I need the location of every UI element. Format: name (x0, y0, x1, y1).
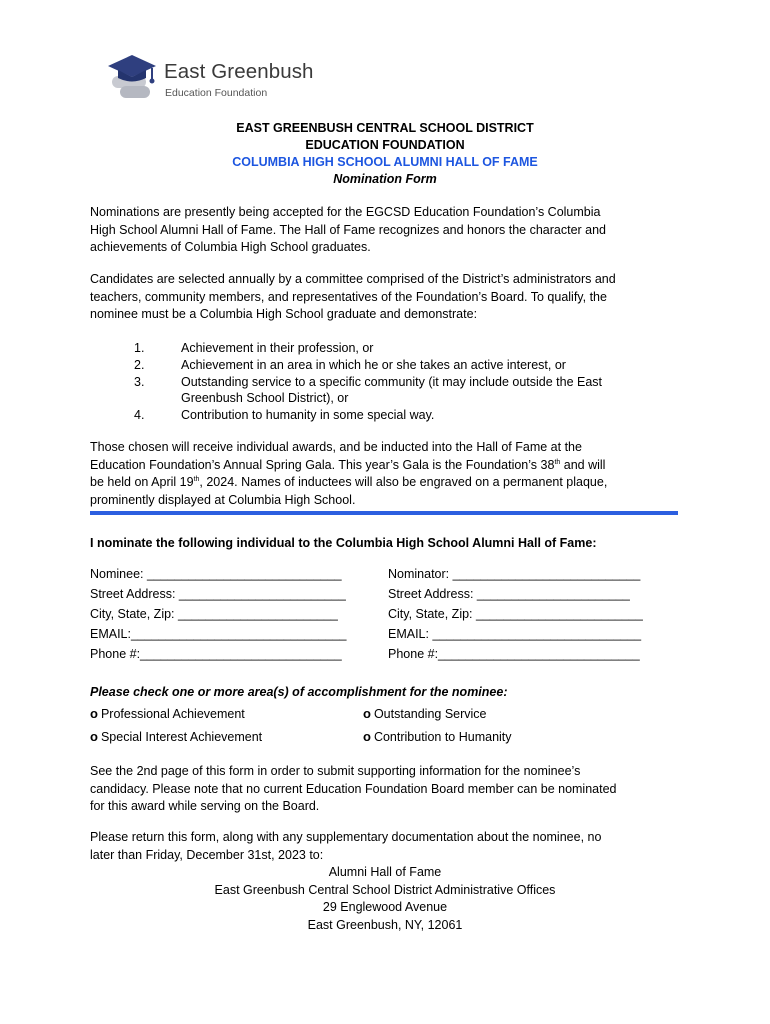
list-number: 2. (134, 357, 145, 372)
header-foundation: EDUCATION FOUNDATION (305, 138, 465, 152)
logo-subtitle: Education Foundation (165, 87, 268, 99)
list-text: Outstanding service to a specific community (it may include outside the East (181, 374, 603, 389)
foundation-logo (106, 52, 336, 104)
list-item (90, 374, 690, 391)
checkbox-professional[interactable] (90, 706, 245, 721)
nominee-address-field[interactable]: Street Address: ________________________ (90, 587, 346, 601)
checkbox-humanity[interactable] (363, 729, 512, 744)
second-page-line: candidacy. Please note that no current Education Foundation Board member can be nominated (90, 781, 617, 796)
nominator-email-field[interactable]: EMAIL: ______________________________ (388, 627, 642, 641)
logo-name: East Greenbush (164, 60, 314, 83)
list-text: Achievement in an area in which he or she takes an active interest, or (181, 357, 566, 372)
awards-line: Education Foundation’s Annual Spring Gala. This year’s Gala is the Foundation’s 38th and will (90, 457, 606, 472)
list-number: 1. (134, 341, 145, 355)
list-text: Contribution to humanity in some special way. (181, 408, 435, 423)
nominee-phone-field[interactable]: Phone #:_____________________________ (90, 647, 342, 661)
nominator-name-field[interactable]: Nominator: ___________________________ (388, 567, 641, 581)
nominee-email-field[interactable]: EMAIL:_______________________________ (90, 627, 347, 641)
list-item (90, 407, 690, 424)
return-line: Please return this form, along with any supplementary documentation about the nominee, no (90, 830, 602, 844)
checkbox-special-interest[interactable] (90, 729, 262, 744)
checkbox-circle[interactable]: o (90, 729, 98, 744)
list-text: Greenbush School District), or (181, 391, 349, 406)
nominee-city-field[interactable]: City, State, Zip: _______________________ (90, 607, 338, 621)
checkbox-circle[interactable]: o (90, 706, 98, 721)
list-number: 3. (134, 374, 145, 389)
return-paragraph (90, 829, 690, 864)
nominator-address-field[interactable]: Street Address: ______________________ (388, 587, 630, 601)
header-district: EAST GREENBUSH CENTRAL SCHOOL DISTRICT (236, 121, 534, 135)
awards-line: be held on April 19th, 2024. Names of inductees will also be engraved on a permanent plaque, (90, 475, 608, 489)
form-title: Nomination Form (333, 172, 437, 186)
awards-paragraph (90, 439, 690, 509)
criteria-intro-paragraph (90, 271, 690, 324)
address-line: 29 Englewood Avenue (322, 900, 448, 914)
nominator-city-field[interactable]: City, State, Zip: ________________________ (388, 607, 643, 621)
criteria-intro-line: nominee must be a Columbia High School graduate and demonstrate: (90, 307, 478, 321)
list-text: Achievement in their profession, or (181, 341, 374, 355)
nominator-phone-field[interactable]: Phone #:_____________________________ (388, 647, 640, 661)
checkbox-outstanding[interactable] (363, 706, 487, 721)
section-divider (90, 511, 678, 515)
checkbox-label: Special Interest Achievement (100, 730, 263, 744)
criteria-intro-line: Candidates are selected annually by a committee comprised of the District’s administrators and (90, 272, 616, 286)
second-page-line: for this award while serving on the Board. (90, 799, 320, 813)
checkbox-circle[interactable]: o (363, 706, 371, 721)
intro-line: High School Alumni Hall of Fame. The Hall of Fame recognizes and honors the character and (90, 222, 607, 237)
list-number: 4. (134, 408, 145, 423)
criteria-list (90, 340, 690, 424)
address-line: East Greenbush, NY, 12061 (307, 917, 463, 932)
intro-paragraph (90, 204, 690, 257)
awards-line: prominently displayed at Columbia High School. (90, 492, 356, 507)
return-line: later than Friday, December 31st, 2023 to: (90, 847, 324, 862)
graduation-cap-icon (106, 52, 162, 104)
awards-line: Those chosen will receive individual awards, and be inducted into the Hall of Fame at the (90, 440, 582, 454)
criteria-intro-line: teachers, community members, and representatives of the Foundation’s Board. To qualify, the (90, 289, 607, 304)
checkbox-label: Contribution to Humanity (373, 730, 512, 744)
nominee-name-field[interactable]: Nominee: ____________________________ (90, 567, 342, 581)
address-line: Alumni Hall of Fame (328, 865, 442, 879)
address-line: East Greenbush Central School District Administrative Offices (214, 882, 556, 897)
nominate-heading: I nominate the following individual to the Columbia High School Alumni Hall of Fame: (90, 536, 597, 550)
checkbox-circle[interactable]: o (363, 729, 371, 744)
second-page-line: See the 2nd page of this form in order to submit supporting information for the nominee’s (90, 764, 581, 778)
list-item (90, 357, 690, 374)
list-item (90, 390, 690, 407)
checkbox-label: Outstanding Service (373, 707, 487, 721)
header-hall-of-fame: COLUMBIA HIGH SCHOOL ALUMNI HALL OF FAME (232, 155, 538, 169)
accomplishment-heading: Please check one or more area(s) of accomplishment for the nominee: (90, 685, 508, 699)
second-page-paragraph (90, 763, 690, 816)
intro-line: achievements of Columbia High School graduates. (90, 240, 371, 254)
checkbox-label: Professional Achievement (100, 707, 245, 721)
intro-line: Nominations are presently being accepted for the EGCSD Education Foundation’s Columbia (90, 205, 601, 219)
mailing-address (0, 864, 770, 934)
list-item (90, 340, 690, 357)
